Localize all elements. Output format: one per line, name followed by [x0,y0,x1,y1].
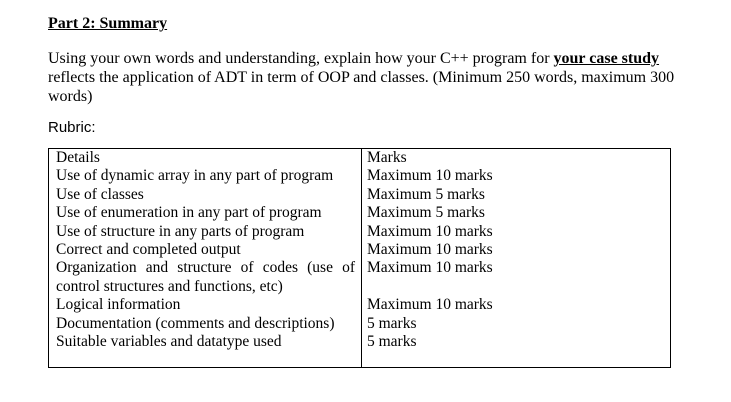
paragraph-line-3: words) [48,88,93,105]
marks-enumeration: Maximum 5 marks [367,204,485,222]
paragraph-line-1 [48,49,678,68]
paragraph-line-2: reflects the application of ADT in term of OOP and classes. (Minimum 250 words, maximum 300 [48,69,675,86]
rubric-table [48,148,671,368]
details-column [56,149,356,351]
detail-classes: Use of classes [56,185,144,203]
detail-documentation: Documentation (comments and descriptions) [56,314,335,332]
paragraph-text: Using your own words and understanding, explain how your C++ program for [48,50,554,67]
detail-enumeration: Use of enumeration in any part of program [56,204,322,222]
detail-organization-line-2: control structures and functions, etc) [56,277,283,295]
marks-structure: Maximum 10 marks [367,222,493,240]
case-study-emphasis: your case study [553,50,660,67]
detail-structure: Use of structure in any parts of program [56,222,305,240]
rubric-label: Rubric: [48,119,96,136]
marks-header: Marks [367,149,407,166]
detail-variables: Suitable variables and datatype used [56,333,282,351]
instructions-paragraph [48,49,678,106]
details-header: Details [56,149,100,166]
marks-organization: Maximum 10 marks [367,259,493,277]
detail-output: Correct and completed output [56,241,241,259]
detail-logical-information: Logical information [56,296,181,314]
marks-documentation: 5 marks [367,314,417,332]
marks-output: Maximum 10 marks [367,241,493,259]
column-divider [361,149,362,367]
marks-variables: 5 marks [367,333,417,351]
marks-dynamic-array: Maximum 10 marks [367,167,493,185]
detail-dynamic-array: Use of dynamic array in any part of program [56,167,334,185]
marks-organization-spacer [367,278,667,296]
marks-logical-information: Maximum 10 marks [367,296,493,314]
section-heading: Part 2: Summary [48,15,168,32]
marks-classes: Maximum 5 marks [367,185,485,203]
detail-organization-line-1: Organization and structure of codes (use of [56,259,355,277]
marks-column [367,149,667,351]
